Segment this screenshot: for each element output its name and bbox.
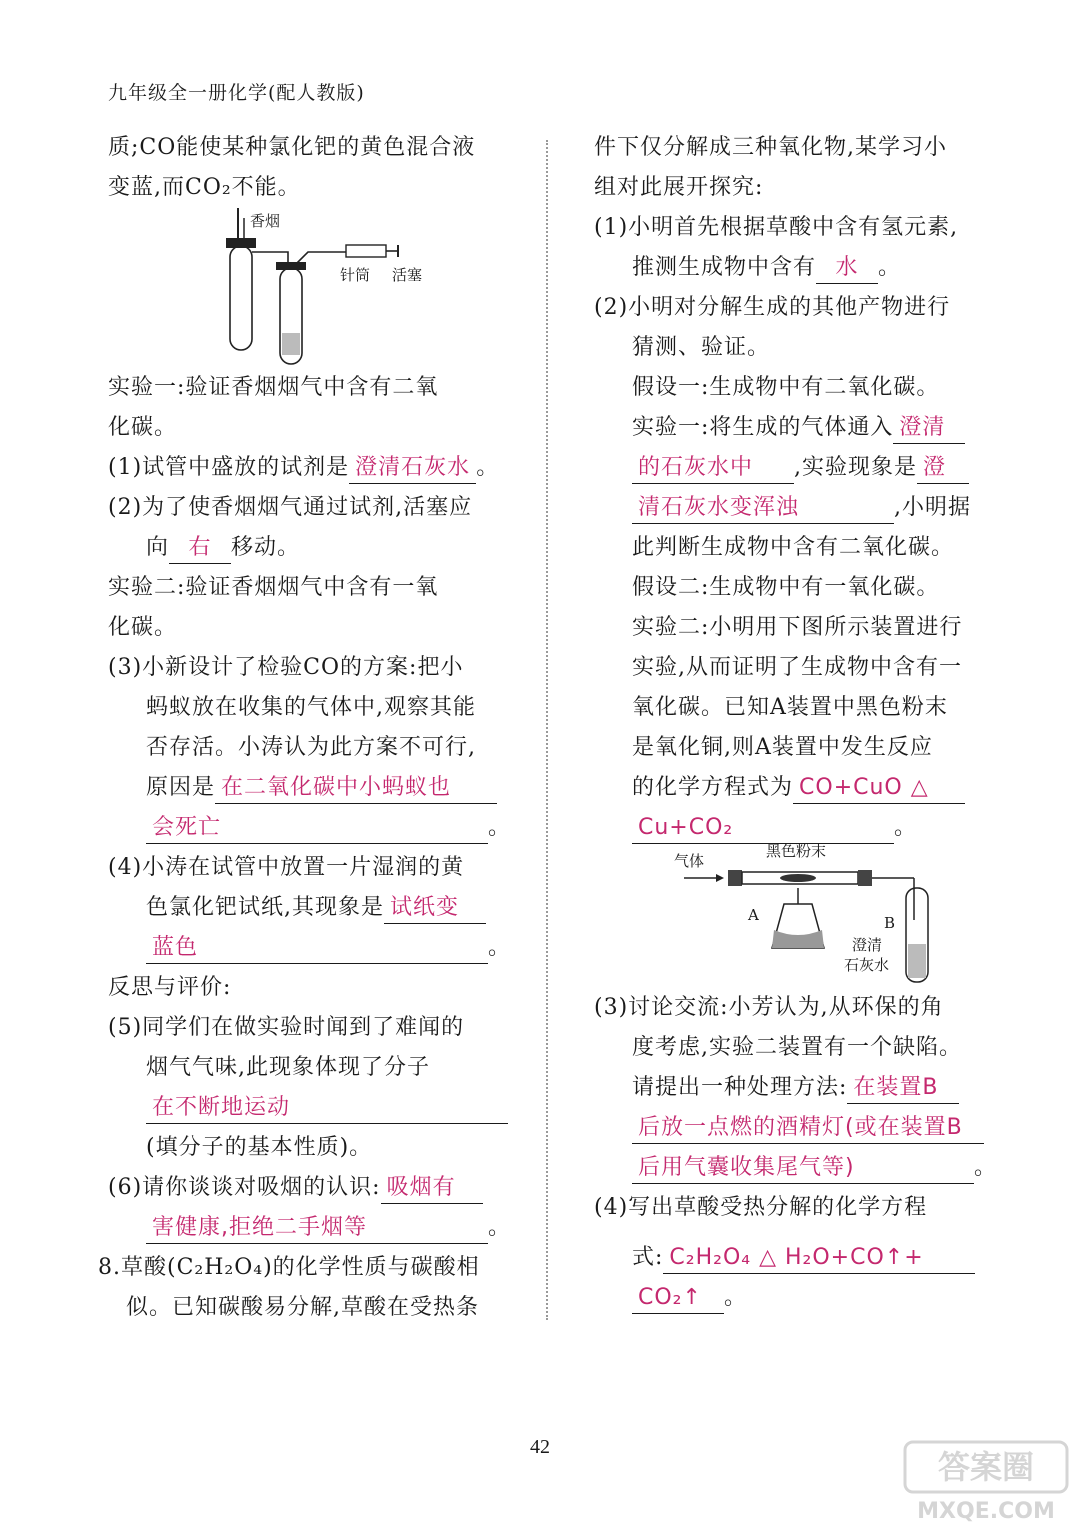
answer-e1c: 澄 xyxy=(917,453,969,484)
part-2: (2)小明对分解生成的其他产物进行 xyxy=(594,295,951,320)
text-line: 度考虑,实验二装置有一个缺陷。 xyxy=(632,1035,962,1060)
answer-p3c: 后用气囊收集尾气等) xyxy=(632,1153,974,1184)
text-line: 蚂蚁放在收集的气体中,观察其能 xyxy=(146,695,476,720)
text-line: 似。已知碳酸易分解,草酸在受热条 xyxy=(126,1295,479,1320)
label-syringe: 针筒 xyxy=(340,266,371,284)
text-line: 化碳。 xyxy=(108,615,178,640)
text-line: 此判断生成物中含有二氧化碳。 xyxy=(632,535,955,560)
text-line: 实验,从而证明了生成物中含有一 xyxy=(632,655,962,680)
text-line: 件下仅分解成三种氧化物,某学习小 xyxy=(594,135,947,160)
label-gas: 气体 xyxy=(674,852,705,870)
question-3: (3)小新设计了检验CO的方案:把小 xyxy=(108,655,464,680)
answer-e1b: 的石灰水中 xyxy=(632,453,794,484)
text: 请提出一种处理方法: xyxy=(632,1075,848,1100)
right-column xyxy=(594,128,998,1318)
page-header: 九年级全一册化学(配人教版) xyxy=(108,82,365,104)
label-plunger: 活塞 xyxy=(392,266,423,284)
left-column xyxy=(98,128,528,1328)
question-5: (5)同学们在做实验时闻到了难闻的 xyxy=(108,1015,465,1040)
text: 的化学方程式为 xyxy=(632,775,794,800)
text: 式: xyxy=(632,1245,664,1270)
text: 实验一:将生成的气体通入 xyxy=(632,415,894,440)
answer-p4b: CO₂↑ xyxy=(632,1283,724,1314)
punct: 。 xyxy=(894,815,918,840)
answer-e1d: 清石灰水变浑浊 xyxy=(632,493,894,524)
answer-p3a: 在装置B xyxy=(847,1073,959,1104)
svg-text:MXQE.COM: MXQE.COM xyxy=(917,1499,1055,1524)
part-1: (1)小明首先根据草酸中含有氢元素, xyxy=(594,215,959,240)
punct: 。 xyxy=(724,1285,748,1310)
label-limewater-2: 石灰水 xyxy=(844,956,890,974)
punct: 。 xyxy=(488,1215,512,1240)
text-line: 是氧化铜,则A装置中发生反应 xyxy=(632,735,933,760)
answer-e2b: Cu+CO₂ xyxy=(632,813,894,844)
text-line: 实验二:验证香烟烟气中含有一氧 xyxy=(108,575,439,600)
text: 移动。 xyxy=(231,535,301,560)
text-line: 氧化碳。已知A装置中黑色粉末 xyxy=(632,695,948,720)
answer-2: 右 xyxy=(169,533,231,564)
text: 原因是 xyxy=(146,775,216,800)
answer-p4a: C₂H₂O₄ △ H₂O+CO↑+ xyxy=(663,1243,975,1274)
reduction-apparatus-figure xyxy=(674,842,994,988)
page-number: 42 xyxy=(530,1436,550,1458)
text: ,小明据 xyxy=(894,495,971,520)
part-4: (4)写出草酸受热分解的化学方程 xyxy=(594,1195,928,1220)
punct: 。 xyxy=(974,1155,998,1180)
smoke-apparatus-figure xyxy=(208,208,528,368)
answer-p1: 水 xyxy=(816,253,878,284)
question-8: 8.草酸(C₂H₂O₄)的化学性质与碳酸相 xyxy=(98,1255,480,1280)
label-black-powder: 黑色粉末 xyxy=(766,842,827,860)
punct: 。 xyxy=(476,455,500,480)
text: ,实验现象是 xyxy=(794,455,917,480)
answer-6b: 害健康,拒绝二手烟等 xyxy=(146,1213,488,1244)
answer-3b: 会死亡 xyxy=(146,813,488,844)
text-line: 变蓝,而CO₂不能。 xyxy=(108,175,301,200)
hypothesis-1: 假设一:生成物中有二氧化碳。 xyxy=(632,375,940,400)
question-2: (2)为了使香烟烟气通过试剂,活塞应 xyxy=(108,495,473,520)
answer-4a: 试纸变 xyxy=(384,893,486,924)
question-6: (6)请你谈谈对吸烟的认识: xyxy=(108,1175,381,1200)
label-limewater-1: 澄清 xyxy=(852,936,883,954)
text-line: 组对此展开探究: xyxy=(594,175,764,200)
answer-e1a: 澄清 xyxy=(893,413,965,444)
text: 色氯化钯试纸,其现象是 xyxy=(146,895,384,920)
hypothesis-2: 假设二:生成物中有一氧化碳。 xyxy=(632,575,940,600)
punct: 。 xyxy=(488,815,512,840)
text-line: 实验二:小明用下图所示装置进行 xyxy=(632,615,963,640)
label-B: B xyxy=(884,914,896,932)
punct: 。 xyxy=(488,935,512,960)
answer-5: 在不断地运动 xyxy=(146,1093,508,1124)
answer-6a: 吸烟有 xyxy=(381,1173,483,1204)
answer-4b: 蓝色 xyxy=(146,933,488,964)
question-4: (4)小涛在试管中放置一片湿润的黄 xyxy=(108,855,465,880)
text-line: 实验一:验证香烟烟气中含有二氧 xyxy=(108,375,439,400)
svg-text:答案圈: 答案圈 xyxy=(937,1448,1035,1486)
column-divider xyxy=(546,140,548,1320)
answer-3a: 在二氧化碳中小蚂蚁也 xyxy=(215,773,497,804)
text-line: 烟气气味,此现象体现了分子 xyxy=(146,1055,430,1080)
answer-1: 澄清石灰水 xyxy=(349,453,476,484)
text-line: (填分子的基本性质)。 xyxy=(146,1135,373,1160)
watermark-logo xyxy=(901,1438,1071,1528)
part-3: (3)讨论交流:小芳认为,从环保的角 xyxy=(594,995,944,1020)
text-line: 猜测、验证。 xyxy=(632,335,771,360)
section-reflect: 反思与评价: xyxy=(108,975,232,1000)
answer-e2a: CO+CuO △ xyxy=(793,773,965,804)
text-line: 化碳。 xyxy=(108,415,178,440)
answer-p3b: 后放一点燃的酒精灯(或在装置B xyxy=(632,1113,984,1144)
label-smoke: 香烟 xyxy=(250,212,281,230)
label-A: A xyxy=(748,906,759,924)
text: 向 xyxy=(146,535,170,560)
question-1: (1)试管中盛放的试剂是 xyxy=(108,455,350,480)
text: 推测生成物中含有 xyxy=(632,255,817,280)
punct: 。 xyxy=(878,255,902,280)
text-line: 质;CO能使某种氯化钯的黄色混合液 xyxy=(108,135,476,160)
text-line: 否存活。小涛认为此方案不可行, xyxy=(146,735,476,760)
